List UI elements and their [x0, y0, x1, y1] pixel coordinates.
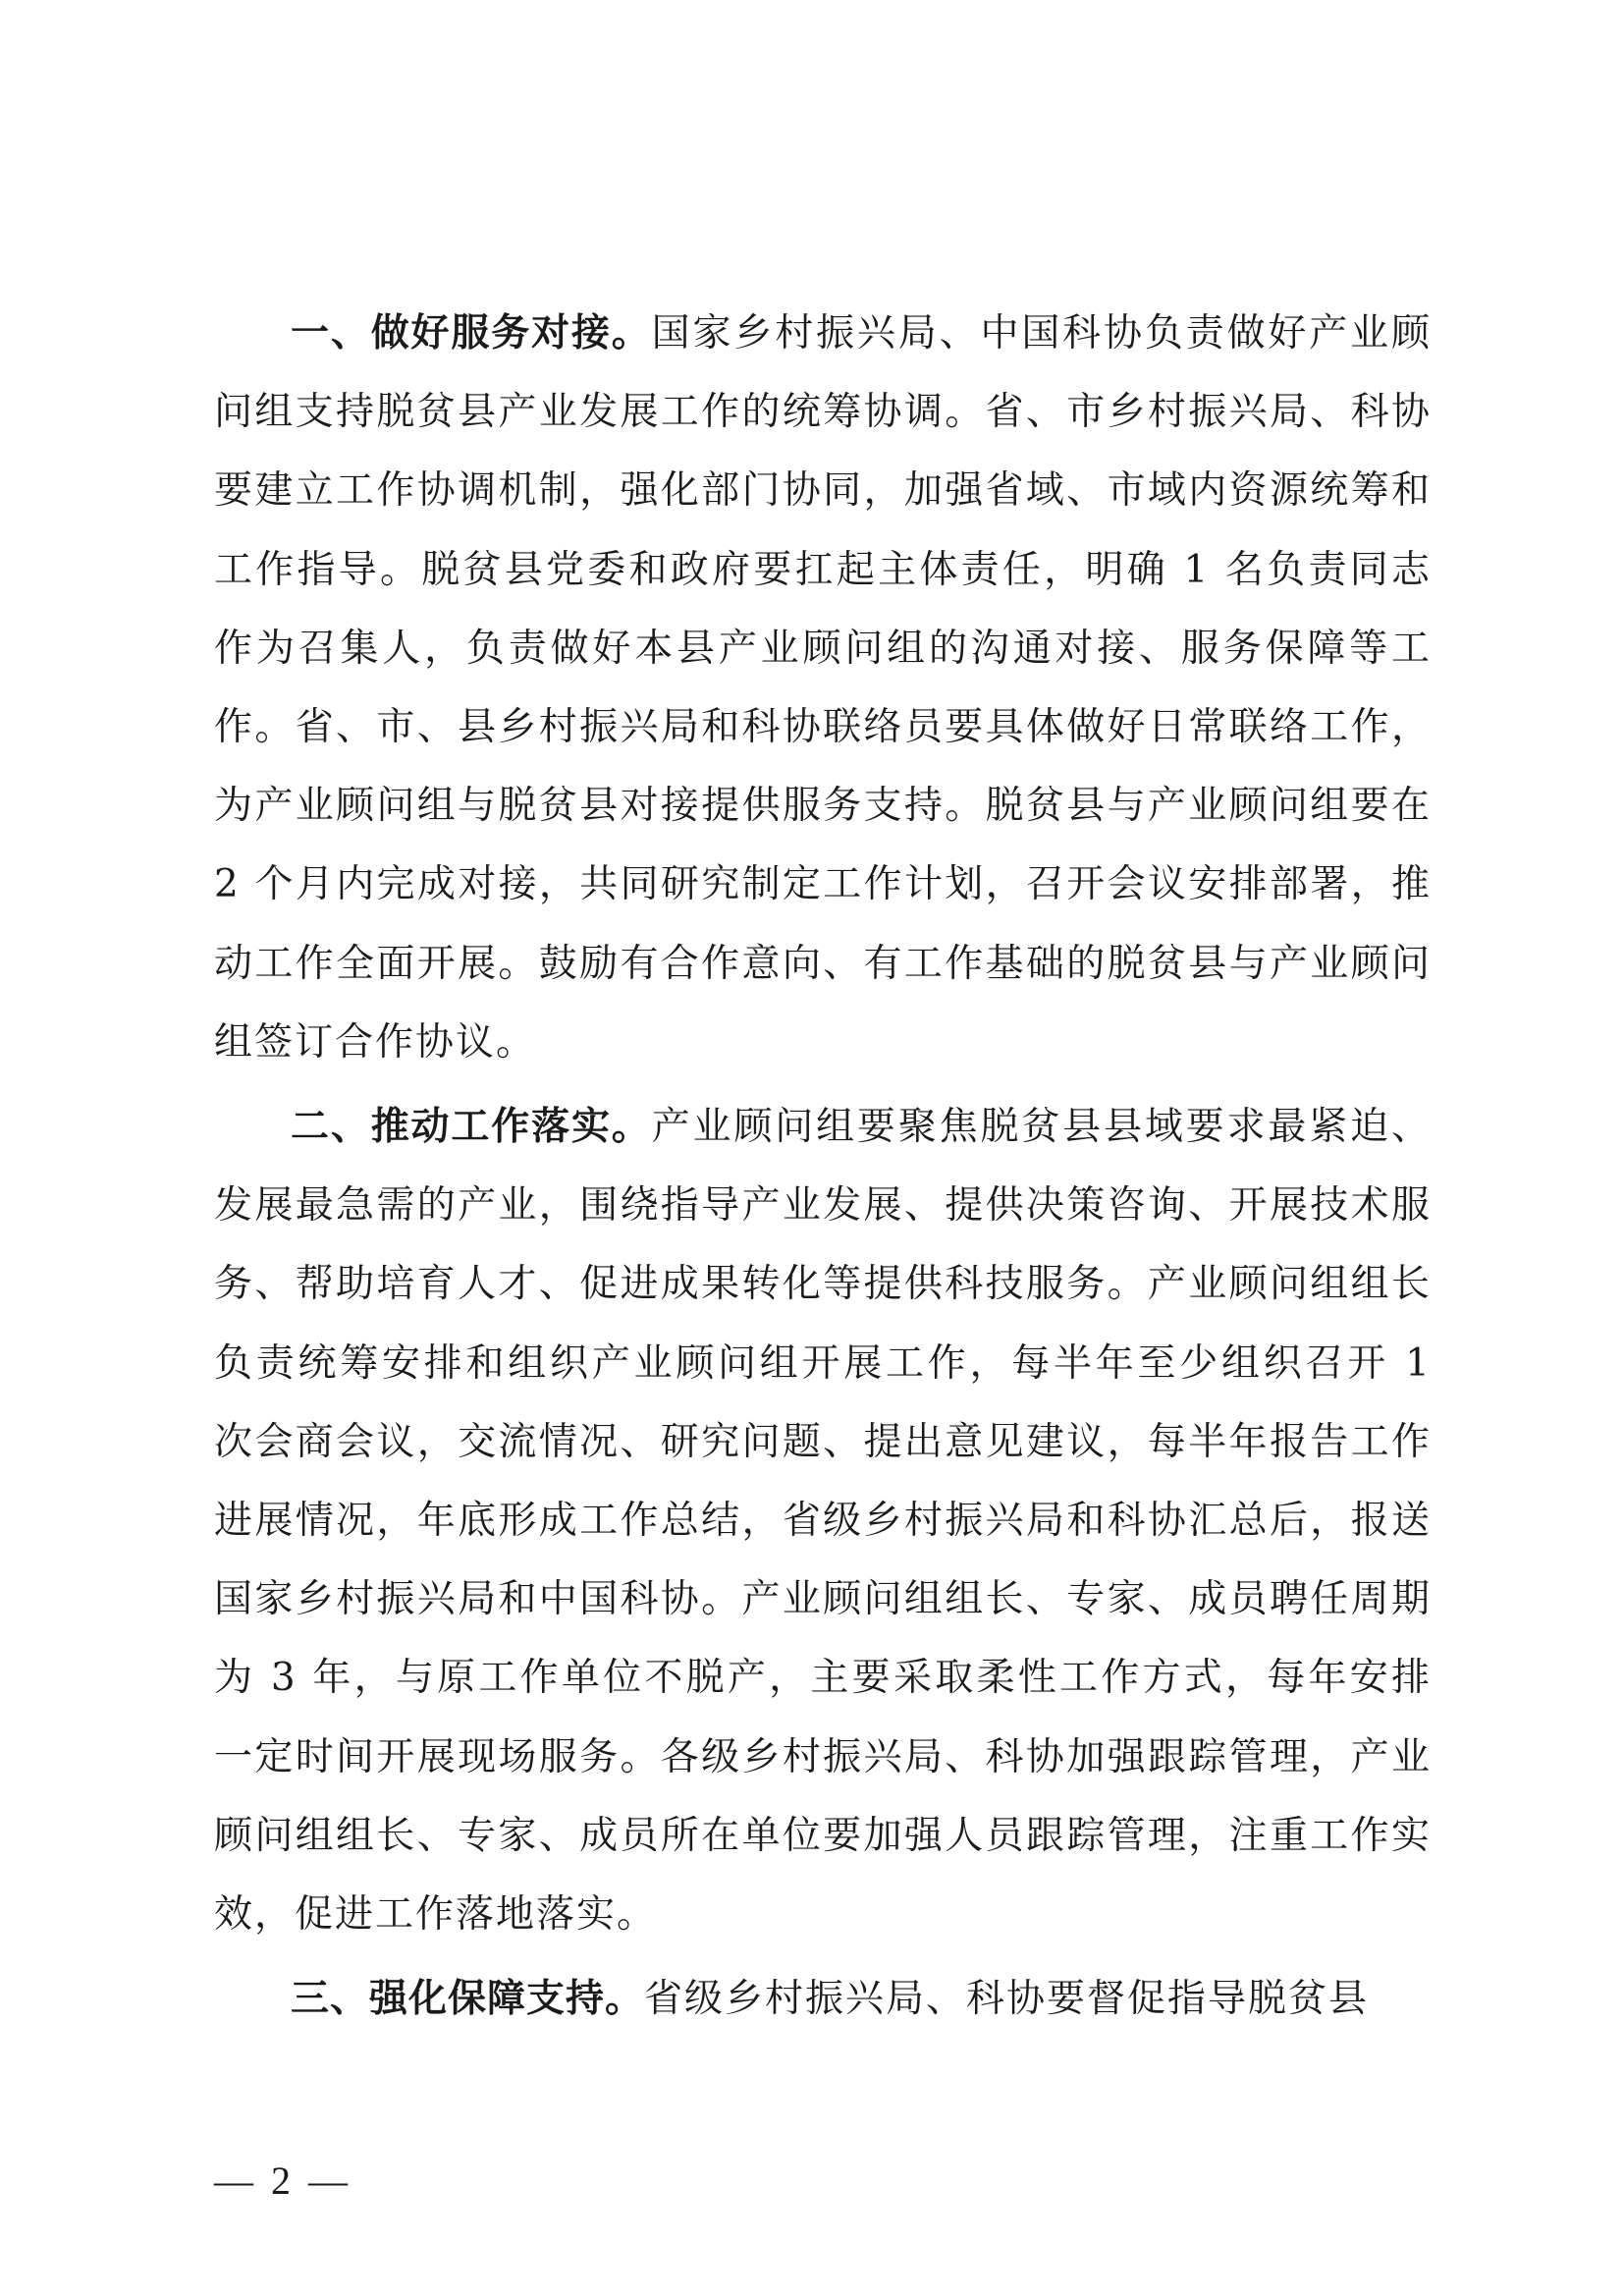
paragraph-text-3: 省级乡村振兴局、科协要督促指导脱贫县	[644, 1977, 1370, 2022]
paragraph-service-connection	[214, 295, 1432, 1082]
section-heading-2: 二、推动工作落实。	[291, 1105, 652, 1150]
paragraph-text-2: 产业顾问组要聚焦脱贫县县域要求最紧迫、发展最急需的产业，围绕指导产业发展、提供决策咨询、开展技术服务、帮助培育人才、促进成果转化等提供科技服务。产业顾问组组长负责统筹安排和组织产业顾问组开展工作，每半年至少组织召开 1 次会商会议，交流情况、研究问题、提出意见建议，每半年报告工作进展情况，年底形成工作总结，省级乡村振兴局和科协汇总后，报送国家乡村振兴局和中国科协。产业顾问组组长、专家、成员聘任周期为 3 年，与原工作单位不脱产，主要采取柔性工作方式，每年安排一定时间开展现场服务。各级乡村振兴局、科协加强跟踪管理，产业顾问组组长、专家、成员所在单位要加强人员跟踪管理，注重工作实效，促进工作落地落实。	[214, 1105, 1432, 1938]
section-heading-1: 一、做好服务对接。	[291, 311, 652, 355]
document-body	[214, 295, 1432, 2045]
paragraph-support-guarantee	[214, 1960, 1432, 2039]
section-heading-3: 三、强化保障支持。	[291, 1977, 645, 2022]
page-number: — 2 —	[214, 2159, 352, 2203]
paragraph-text-1: 国家乡村振兴局、中国科协负责做好产业顾问组支持脱贫县产业发展工作的统筹协调。省、市乡村振兴局、科协要建立工作协调机制，强化部门协同，加强省域、市域内资源统筹和工作指导。脱贫县党委和政府要扛起主体责任，明确 1 名负责同志作为召集人，负责做好本县产业顾问组的沟通对接、服务保障等工作。省、市、县乡村振兴局和科协联络员要具体做好日常联络工作，为产业顾问组与脱贫县对接提供服务支持。脱贫县与产业顾问组要在 2 个月内完成对接，共同研究制定工作计划，召开会议安排部署，推动工作全面开展。鼓励有合作意向、有工作基础的脱贫县与产业顾问组签订合作协议。	[214, 311, 1432, 1065]
paragraph-work-implementation	[214, 1088, 1432, 1954]
